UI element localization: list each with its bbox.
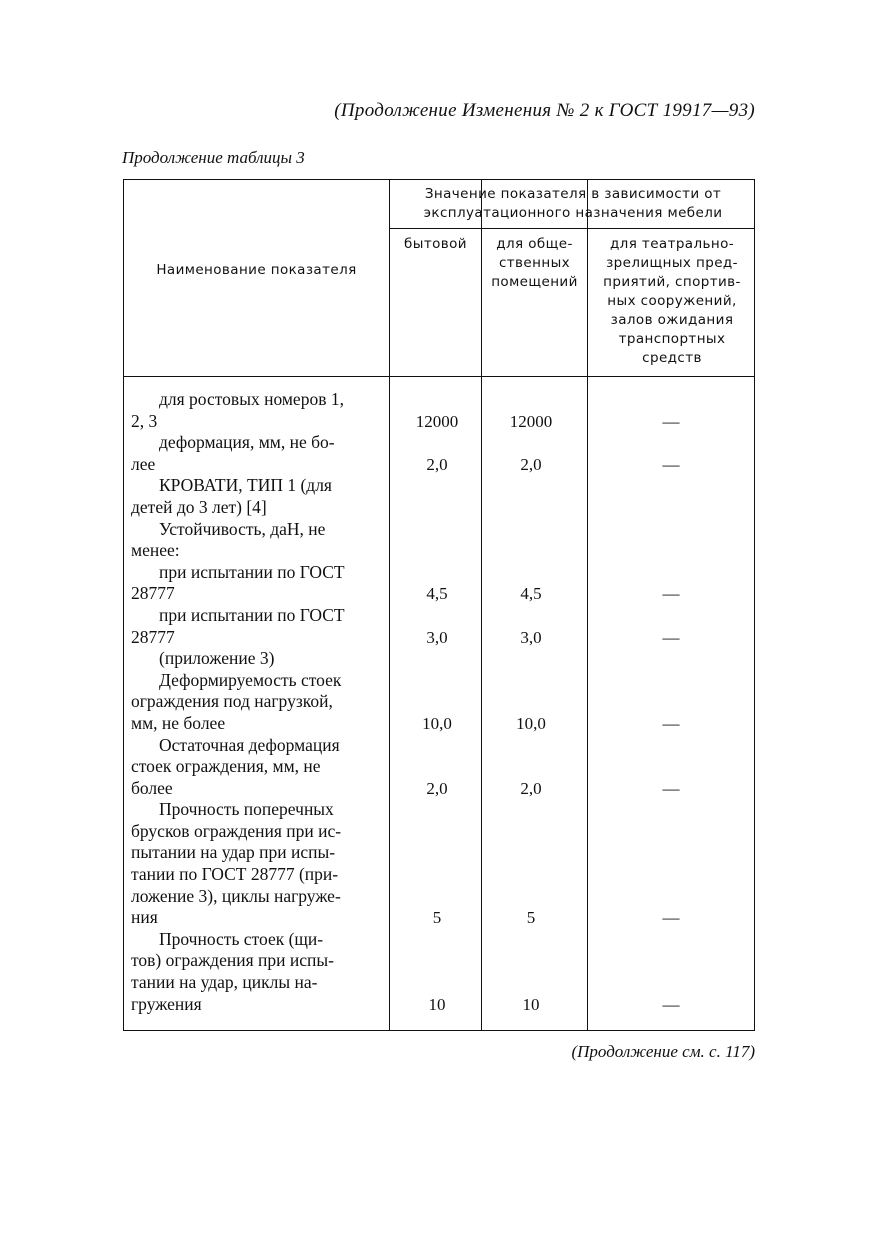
indicator-text-line: Прочность стоек (щи- [159,928,324,949]
value-col1: 2,0 [426,454,448,474]
indicator-text-line: тании по ГОСТ 28777 (при- [131,864,339,885]
value-col2: 2,0 [520,778,542,798]
header-indicator-name: Наименование показателя [156,261,357,278]
value-col1: 3,0 [426,627,448,647]
indicator-table [123,179,755,1031]
value-col1: 12000 [415,411,459,431]
indicator-text-line: для ростовых номеров 1, [159,389,344,409]
indicator-text-line: 28777 [131,583,175,604]
indicator-text-line: 28777 [131,626,175,647]
indicator-text-line: мм, не более [131,712,226,733]
indicator-text-line: ограждения под нагрузкой, [131,691,333,712]
indicator-text-line: пытании на удар при испы- [131,842,336,863]
indicator-text-line: гружения [131,993,202,1014]
indicator-text-line: КРОВАТИ, ТИП 1 (для [159,475,332,496]
continuation-header: (Продолжение Изменения № 2 к ГОСТ 19917—93) [334,100,755,121]
indicator-text-line: ложение 3), циклы нагруже- [131,885,341,906]
indicator-text-line: при испытании по ГОСТ [159,561,345,582]
value-col3: — [662,584,680,604]
indicator-text-line: тов) ограждения при испы- [131,950,334,971]
value-col3: — [662,994,680,1014]
value-col3: — [662,627,680,647]
indicator-text-line: менее: [131,540,180,561]
value-col3: — [662,778,680,798]
value-col3: — [662,714,680,733]
continuation-footer: (Продолжение см. с. 117) [571,1042,755,1061]
indicator-text-line: Остаточная деформация [159,734,340,755]
indicator-text-line: стоек ограждения, мм, не [131,756,321,777]
indicator-text-line: Прочность поперечных [159,799,334,820]
value-col2: 10 [522,994,540,1014]
indicator-text-line: деформация, мм, не бо- [159,432,335,453]
value-col2: 3,0 [520,627,542,647]
header-value-group: Значение показателя в зависимости от эксплуатационного назначения мебели [423,186,723,221]
value-col1: 10 [428,994,446,1014]
indicator-text-line: при испытании по ГОСТ [159,604,345,625]
indicator-text-line: 2, 3 [131,410,158,431]
indicator-text-line: детей до 3 лет) [4] [131,496,267,517]
indicator-text-line: ния [131,907,158,928]
header-public-premises: для обще-ственных помещений [491,236,578,290]
header-theatre-sports-transport: для театрально-зрелищных пред-приятий, спортив-ных сооружений, залов ожидания транспортных средств [603,236,741,366]
value-col1: 2,0 [426,778,448,798]
indicator-text-line: Деформируемость стоек [159,669,342,690]
value-col1: 5 [432,908,442,928]
value-col3: — [662,454,680,474]
value-col3: — [662,908,680,928]
indicator-text-line: (приложение 3) [159,648,275,669]
table-caption: Продолжение таблицы 3 [122,148,305,167]
header-household: бытовой [404,236,467,252]
indicator-text-line: Устойчивость, даН, не [159,518,326,539]
indicator-text-line: брусков ограждения при ис- [131,820,342,841]
row-divider [124,376,754,377]
value-col1: 10,0 [422,714,452,733]
value-col2: 5 [526,908,536,928]
indicator-text-line: тании на удар, циклы на- [131,972,318,993]
value-col2: 10,0 [516,714,546,733]
value-col2: 12000 [509,411,553,431]
indicator-text-line: лее [131,453,156,474]
value-col1: 4,5 [426,584,448,604]
value-col2: 2,0 [520,454,542,474]
indicator-text-line: более [131,777,173,798]
indicator-text-column [131,389,383,1015]
value-col2: 4,5 [520,584,542,604]
value-col3: — [662,411,680,431]
